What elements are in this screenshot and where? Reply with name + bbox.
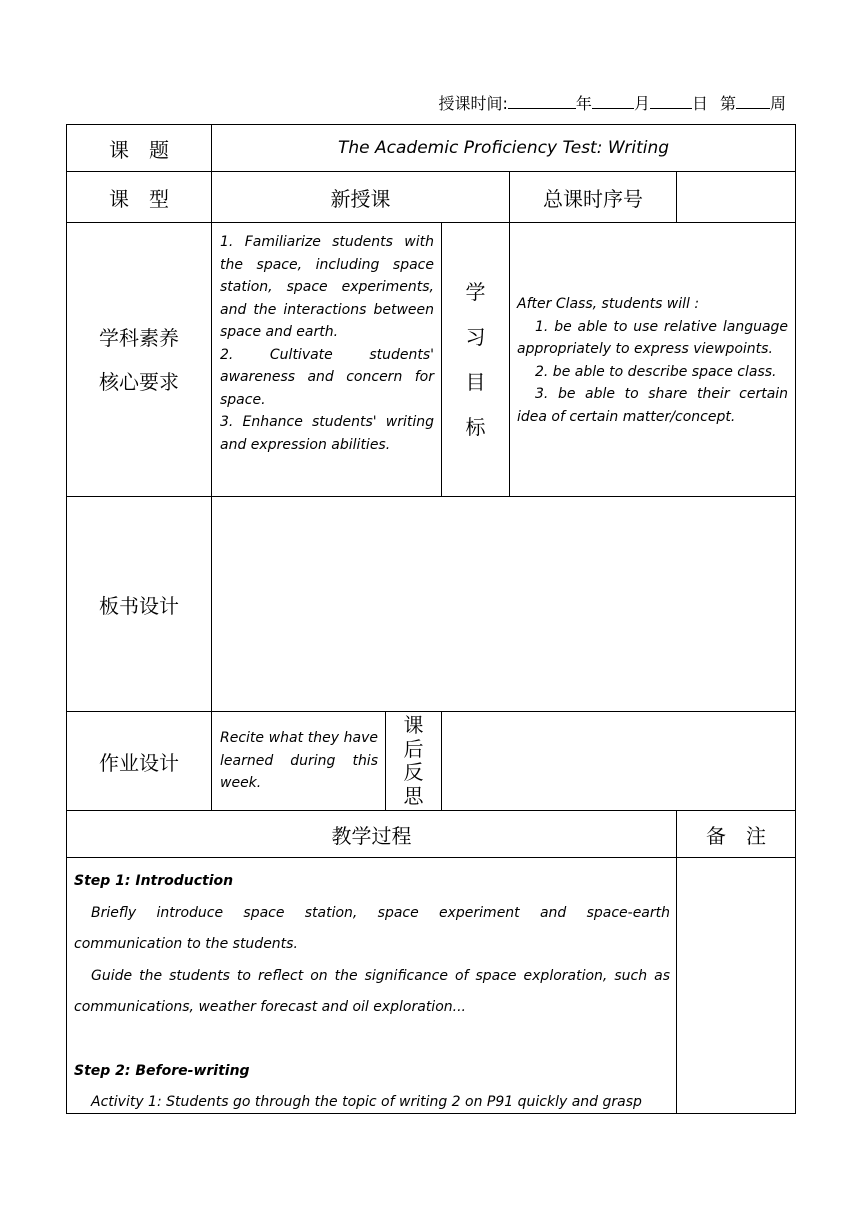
- homework-label: 作业设计: [67, 712, 212, 811]
- objective-item: 1. be able to use relative language appropriately to express viewpoints.: [517, 318, 789, 357]
- core-item: 1. Familiarize students with the space, including space station, space experiments, and the interactions between space and earth.: [220, 234, 434, 340]
- objectives-label-char: 习: [465, 324, 486, 349]
- reflection-label-char: 后: [403, 736, 424, 761]
- type-value: 新授课: [212, 172, 510, 223]
- objectives-intro: After Class, students will :: [517, 296, 700, 312]
- topic-label: 课 题: [67, 125, 212, 172]
- reflection-label: [386, 712, 442, 811]
- core-row: [67, 223, 796, 497]
- core-label: [67, 223, 212, 497]
- step2-paragraph: Activity 1: Students go through the topic of writing 2 on P91 quickly and grasp: [91, 1094, 642, 1111]
- month-blank: [592, 94, 634, 109]
- reflection-label-char: 反: [403, 760, 424, 784]
- objectives-label-char: 目: [465, 369, 486, 394]
- month-label: 月: [633, 94, 650, 113]
- core-item: 3. Enhance students' writing and expression abilities.: [220, 414, 434, 453]
- homework-value: Recite what they have learned during this week.: [220, 730, 378, 792]
- notes-content: [677, 858, 796, 1114]
- lesson-plan-table: [66, 124, 796, 1114]
- type-row: [67, 172, 796, 223]
- step1-paragraph: Guide the students to reflect on the significance of space exploration, such as communications, weather forecast and oil exploration...: [74, 967, 670, 1016]
- board-label: 板书设计: [67, 497, 212, 712]
- week-prefix: 第: [719, 94, 736, 113]
- step1-paragraph: Briefly introduce space station, space experiment and space-earth communication to the students.: [74, 904, 670, 953]
- core-item: 2. Cultivate students' awareness and concern for space.: [220, 346, 434, 408]
- day-label: 日: [691, 94, 708, 113]
- year-label: 年: [575, 94, 592, 113]
- day-blank: [650, 94, 692, 109]
- reflection-label-char: 课: [403, 713, 424, 737]
- objectives-label-char: 标: [465, 414, 486, 439]
- type-label: 课 型: [67, 172, 212, 223]
- homework-content: [212, 712, 386, 811]
- process-label: 教学过程: [67, 811, 677, 858]
- topic-row: [67, 125, 796, 172]
- board-row: [67, 497, 796, 712]
- week-label: 周: [769, 94, 786, 113]
- schedule-line: [439, 91, 786, 114]
- step1-title: Step 1: Introduction: [74, 873, 234, 889]
- core-requirements: [212, 223, 442, 497]
- objective-item: 3. be able to share their certain idea of certain matter/concept.: [517, 386, 789, 425]
- step2-title: Step 2: Before-writing: [74, 1062, 250, 1079]
- process-header-row: [67, 811, 796, 858]
- period-value: [677, 172, 796, 223]
- homework-row: [67, 712, 796, 811]
- week-blank: [736, 94, 770, 109]
- reflection-content: [442, 712, 796, 811]
- period-label: 总课时序号: [510, 172, 677, 223]
- learning-objectives: [510, 223, 796, 497]
- notes-label: 备 注: [677, 811, 796, 858]
- objectives-label: [442, 223, 510, 497]
- topic-value: The Academic Proficiency Test: Writing: [212, 125, 796, 172]
- objective-item: 2. be able to describe space class.: [535, 363, 777, 380]
- objectives-label-char: 学: [465, 279, 486, 304]
- reflection-label-char: 思: [403, 783, 424, 808]
- process-content: [67, 858, 677, 1114]
- year-blank: [508, 94, 576, 109]
- process-row: [67, 858, 796, 1114]
- core-label-line2: 核心要求: [99, 369, 179, 394]
- core-label-line1: 学科素养: [99, 325, 179, 350]
- schedule-label: 授课时间:: [438, 94, 508, 113]
- board-content: [212, 497, 796, 712]
